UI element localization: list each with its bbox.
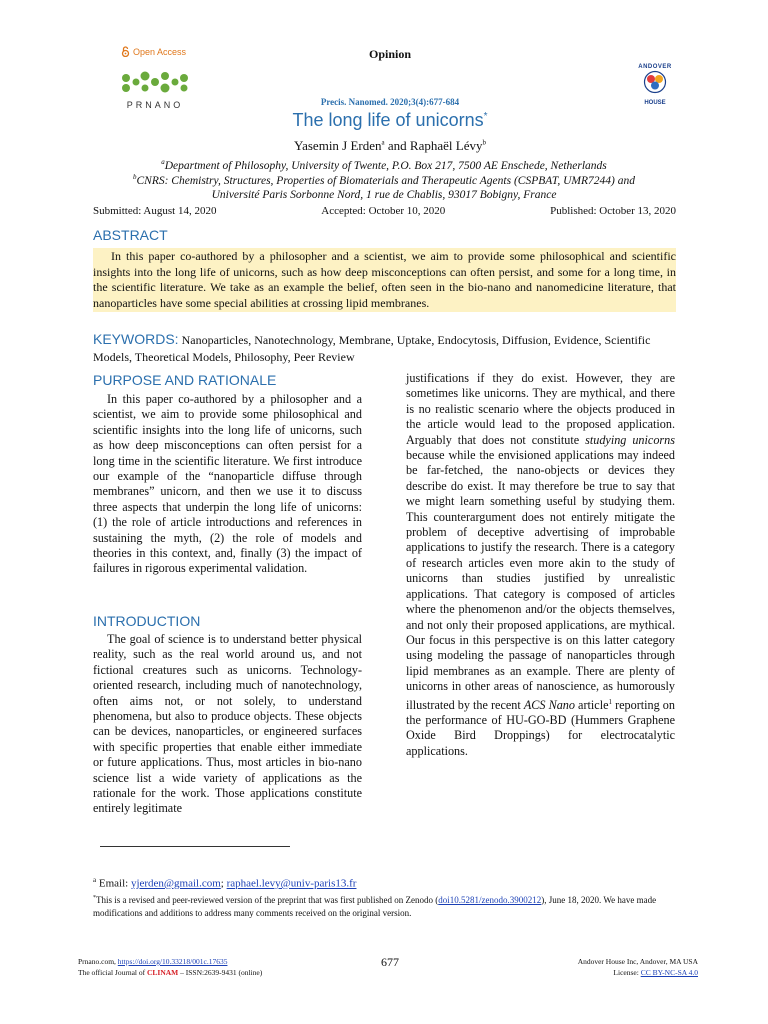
footnote-mark: *: [93, 895, 96, 901]
footnote-text: This is a revised and peer-reviewed version of the preprint that was first published on Zenodo (: [96, 895, 439, 905]
journal-name-emphasis: ACS Nano: [523, 697, 575, 712]
footnote-mark: a: [93, 876, 97, 884]
footer-official-text: The official Journal of: [78, 968, 148, 977]
footer-doi-link[interactable]: https://doi.org/10.33218/001c.17635: [117, 957, 228, 966]
author-affiliation-mark: a: [381, 138, 385, 147]
right-column-paragraph: [406, 371, 675, 759]
introduction-text: The goal of science is to understand better physical reality, such as the real world around us, and not fictional creatures such as unicorns. Technology-oriented research, including much of nanotechnology, often aims not, or not solely, to understand phenomena, but also to produce objects. These objects can be devices, nanoparticles, or engineered surfaces with specific properties that enable either immediate or future applications. Thus, most articles in bio-nano science list a wide variety of applications as the rationale for the work. Those applications constitute entirely legitimate: [93, 632, 362, 816]
article-title-text: The long life of unicorns: [292, 110, 484, 130]
affiliation-mark: b: [132, 173, 137, 181]
affiliation-text: Department of Philosophy, University of Twente, P.O. Box 217, 7500 AE Enschede, Netherlands: [164, 159, 607, 172]
introduction-heading: INTRODUCTION: [93, 613, 201, 629]
license-link[interactable]: CC BY-NC-SA 4.0: [640, 968, 698, 977]
page-number: 677: [381, 955, 399, 969]
footer-right: [500, 956, 698, 978]
purpose-paragraph: [93, 392, 362, 577]
emphasis-text: studying unicorns: [585, 432, 675, 447]
author-name: Yasemin J Erden: [294, 138, 382, 153]
andover-logo-bottom-text: HOUSE: [644, 100, 666, 106]
email-label: Email:: [96, 877, 131, 890]
license-label: License:: [613, 968, 641, 977]
journal-citation: Precis. Nanomed. 2020;3(4):677-684: [320, 97, 460, 107]
body-text: article: [574, 697, 609, 712]
published-date: Published: October 13, 2020: [550, 205, 676, 217]
abstract-text: In this paper co-authored by a philosopher and a scientist, we aim to provide some philosophical and scientific insights into the long life of unicorns, such as how deep misconceptions can often persist, and some for a long time, in the scientific literature. We take as an example the belief, often seen in the bio-nano and nanomedicine literature, that nanoparticles have some special abilities at crossing lipid membranes.: [93, 248, 676, 312]
prnano-logo: [120, 70, 190, 110]
author-name: Raphaël Lévy: [409, 138, 483, 153]
author-affiliation-mark: b: [482, 138, 486, 147]
email-separator: ;: [220, 877, 227, 890]
andover-logo-top-text: ANDOVER: [638, 64, 672, 70]
right-column-text: [406, 371, 675, 759]
author-separator: and: [384, 138, 410, 153]
body-text: because while the envisioned applications may indeed be far-fetched, the nano-objects or devices they describe do exist. It may therefore be true to say that we might learn something useful by studying them. This counterargument does not entirely mitigate the problem of deceptive advertising of improbable applications to justify the research. There is a category of research articles even more akin to the study of unicorns than studies justified by unrealistic applications. That category is composed of articles where the phenomenon and/or the objects themselves, and not only their proposed applications, are mythical. Our focus in this perspective is on this latter category using modeling the passage of nanoparticles through lipid membranes as an example. There are plenty of unicorns in other areas of nanoscience, as humorously illustrated by the recent: [406, 448, 675, 712]
introduction-paragraph: [93, 632, 362, 817]
body-text: justifications if they do exist. However, they are sometimes like unicorns. They are mythical, and there is no realistic scenario where the objects produced in the article would lead to the proposed application. Arguably that does not constitute: [406, 371, 675, 447]
footnote-preprint-note: [93, 892, 683, 919]
article-dates: [93, 205, 676, 217]
reference-mark[interactable]: 1: [608, 697, 612, 706]
zenodo-doi-link[interactable]: doi10.5281/zenodo.3900212: [438, 895, 542, 905]
submitted-date: Submitted: August 14, 2020: [93, 205, 217, 217]
affiliation-text: Université Paris Sorbonne Nord, 1 rue de Chablis, 93017 Bobigny, France: [211, 189, 557, 202]
accepted-date: Accepted: October 10, 2020: [321, 205, 446, 217]
footer-doi-line: [78, 956, 262, 967]
section-label: Opinion: [368, 47, 412, 61]
clinam-name: CLINAM: [147, 968, 179, 977]
prnano-logo-text: PRNANO: [126, 100, 184, 110]
article-title: [200, 110, 580, 131]
affiliation-b: [74, 170, 694, 203]
title-footnote-mark[interactable]: *: [483, 111, 488, 122]
purpose-text: In this paper co-authored by a philosopher and a scientist, we aim to provide some philosophical and scientific insights into the long life of unicorns, such as how deep misconceptions can often persist for a long time in the scientific literature. We first introduce our example of the “nanoparticle diffuse through membranes” unicorn, and then we use it to discuss three aspects that underpin the long life of unicorns: (1) the role of article introductions and references in sustaining the myth, (2) the role of models and theories in this context, and, finally (3) the impact of failures in rigorous experimental validation.: [93, 392, 362, 576]
footnote-email: [93, 876, 356, 890]
footnote-text: ), June 18, 2020. We have made modifications and additions to address many comments received on the original version.: [93, 895, 657, 918]
email-link-erden[interactable]: yjerden@gmail.com: [130, 877, 221, 890]
open-access-label: [121, 46, 186, 57]
body-text: reporting on the performance of HU-GO-BD (Hummers Graphene Oxide Bird Droppings) for electrocatalytic applications.: [406, 697, 675, 758]
footnote-divider: [100, 846, 290, 847]
footer-site: Prnano.com,: [78, 957, 118, 966]
affiliation-mark: a: [161, 158, 165, 166]
prnano-logo-mark: [120, 70, 190, 94]
abstract-heading: ABSTRACT: [93, 227, 168, 243]
footer-publisher: Andover House Inc, Andover, MA USA: [577, 957, 698, 966]
footer-official-line: [78, 967, 262, 978]
footer-license-line: [500, 967, 698, 978]
email-link-levy[interactable]: raphael.levy@univ-paris13.fr: [226, 877, 357, 890]
keywords-text: Nanoparticles, Nanotechnology, Membrane, Uptake, Endocytosis, Diffusion, Evidence, Scientific Models, Theoretical Models, Philosophy, Peer Review: [93, 333, 651, 364]
footer-issn: – ISSN:2639-9431 (online): [178, 968, 263, 977]
author-list: [200, 138, 580, 154]
andover-house-logo: [634, 64, 676, 106]
keywords-heading: KEYWORDS:: [93, 331, 179, 347]
purpose-heading: PURPOSE AND RATIONALE: [93, 372, 277, 388]
open-access-lock-icon: [121, 46, 130, 57]
keywords-block: [93, 331, 676, 366]
open-access-text: Open Access: [133, 46, 187, 57]
affiliation-text: CNRS: Chemistry, Structures, Properties of Biomaterials and Therapeutic Agents (CSPBAT, UMR7244) and: [136, 174, 635, 187]
andover-house-emblem-icon: [643, 70, 667, 94]
footer-left: [78, 956, 262, 978]
